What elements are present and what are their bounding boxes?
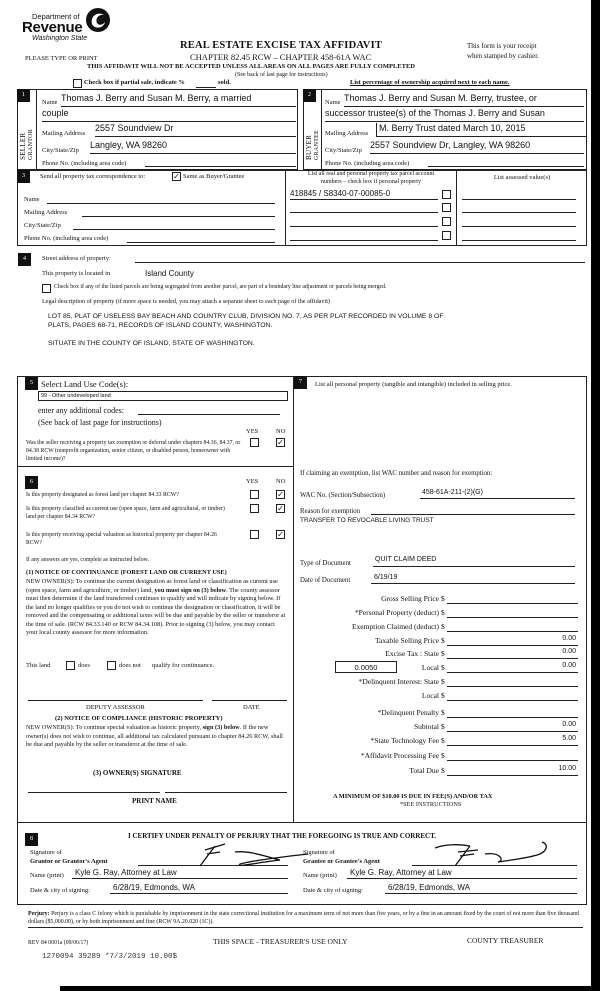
grantee-date-label: Date & city of signing: (303, 887, 363, 894)
see-instructions-note: *SEE INSTRUCTIONS (400, 801, 462, 808)
minimum-fee-note: A MINIMUM OF $10.00 IS DUE IN FEE(S) AND/OR TAX (333, 793, 493, 800)
assessed-value-field-1[interactable] (462, 189, 576, 200)
same-as-buyer-label: Same as Buyer/Grantee (183, 173, 245, 180)
seller-city-field[interactable] (90, 140, 296, 154)
parcel-personal-checkbox-2[interactable] (442, 203, 451, 212)
tax-label: Local (421, 691, 439, 700)
assessed-value-field-2[interactable] (462, 202, 576, 213)
tax-label: Excise Tax : State (385, 649, 439, 658)
parcel-number-field-3[interactable] (290, 216, 438, 227)
segregated-checkbox[interactable] (42, 284, 51, 293)
tax-label: Gross Selling Price (381, 594, 439, 603)
dollar-sign: $ (441, 608, 445, 617)
yes-header-5: YES (246, 428, 259, 435)
grantor-date-label: Date & city of signing: (30, 887, 90, 894)
land-use-select[interactable] (38, 391, 288, 401)
seller-exemption-question: Was the seller receiving a property tax exemption or deferral under chapters 84.36, 84.37, or 84.38 RCW (nonprofit organization, senior citizen, or disabled person, homeowner with limited income)? (26, 440, 241, 462)
tax-label: Subtotal (413, 722, 439, 731)
grantee-date-value: 6/28/19, Edmonds, WA (388, 883, 470, 892)
historical-no-checkbox[interactable]: ✓ (277, 530, 284, 539)
seller-side-label: SELLER (19, 132, 27, 160)
partial-sale-sold: sold. (218, 79, 231, 86)
parcel-number-field-4[interactable] (290, 230, 438, 241)
corr-city-label: City/State/Zip (24, 222, 61, 229)
assessed-value-field-4[interactable] (462, 230, 576, 241)
buyer-phone-field[interactable] (428, 158, 584, 167)
buyer-divider (321, 89, 322, 170)
ownership-note: List percentage of ownership acquired next to each name. (350, 79, 510, 86)
perjury-bold: Perjury: (28, 911, 50, 917)
dollar-sign: $ (441, 677, 445, 686)
print-name-label: PRINT NAME (132, 797, 177, 805)
tax-label: Local (421, 663, 439, 672)
historical-question: Is this property receiving special valuation as historical property per chapter 84.26 RCW? (26, 532, 217, 546)
corr-mailing-field[interactable] (82, 208, 275, 217)
this-land-label: This land (26, 662, 51, 669)
partial-sale-checkbox[interactable] (73, 79, 82, 88)
yes-header-6: YES (246, 478, 259, 485)
corr-name-label: Name (24, 196, 40, 203)
tax-label: Total Due (409, 766, 439, 775)
doc-type-field[interactable] (373, 556, 575, 567)
perjury-notice (28, 910, 583, 928)
form-title: REAL ESTATE EXCISE TAX AFFIDAVIT (180, 40, 383, 51)
buyer-side-label: BUYER (305, 134, 313, 160)
notice-compliance-title: (2) NOTICE OF COMPLIANCE (HISTORIC PROPERTY) (55, 715, 223, 722)
grantee-name-field[interactable] (347, 868, 577, 879)
corr-city-field[interactable] (73, 221, 275, 230)
tax-label: *State Technology Fee (370, 736, 439, 745)
legal-line-1: LOT 85, PLAT OF USELESS BAY BEACH AND COUNTRY CLUB, DIVISION NO. 7, AS PER PLAT RECORDED IN VOLUME 8 OF (48, 313, 444, 320)
tax-label: Exemption Claimed (deduct) (351, 622, 439, 631)
grantor-date-value: 6/28/19, Edmonds, WA (113, 883, 195, 892)
dollar-sign: $ (441, 766, 445, 775)
subtotal-field[interactable] (447, 722, 578, 732)
dollar-sign: $ (441, 722, 445, 731)
same-as-buyer-checkbox[interactable]: ✓ (173, 172, 180, 181)
does-qualify-checkbox[interactable] (66, 661, 75, 670)
delinquent-penalty-row (300, 708, 580, 720)
does-label: does (78, 662, 90, 669)
excise-tax-state-field[interactable] (447, 649, 578, 659)
corr-mailing-label: Mailing Address (24, 209, 68, 216)
buyer-mailing-label: Mailing Address (325, 130, 369, 137)
scan-edge-bottom (60, 986, 600, 991)
dollar-sign: $ (441, 736, 445, 745)
parcel-divider-right (456, 170, 457, 246)
dollar-sign: $ (441, 622, 445, 631)
deputy-assessor-signature-line[interactable] (28, 695, 203, 701)
notice1-bold: you must sign on (3) below (154, 586, 227, 594)
treasurer-stamp: 1270094 39289 *7/3/2019 10.00$ (42, 953, 178, 961)
seller-phone-field[interactable] (145, 158, 296, 167)
form-subtitle: CHAPTER 82.45 RCW – CHAPTER 458-61A WAC (190, 52, 372, 62)
partial-sale-percent-field[interactable] (196, 79, 216, 88)
badge-4: 4 (18, 253, 31, 266)
exemption-claimed-row (300, 622, 580, 634)
current-use-yes-checkbox[interactable] (250, 504, 259, 513)
legal-description-field[interactable] (48, 312, 443, 348)
doc-type-label: Type of Document (300, 560, 351, 567)
seller-mailing-field[interactable] (95, 123, 296, 137)
tax-value: 0.00 (562, 662, 576, 669)
legal-line-2: PLATS, PAGES 68-71, RECORDS OF ISLAND COUNTY, WASHINGTON. (48, 322, 273, 329)
dollar-sign: $ (441, 636, 445, 645)
correspondence-label: Send all property tax correspondence to: (40, 173, 146, 180)
notice1-pre: NEW OWNER(S): To continue the current designation as forest land or classification as current use (open space, farm and agriculture, or timber) land, (26, 578, 278, 594)
see-back-note: (See back of last page for instructions) (235, 72, 328, 78)
dollar-sign: $ (441, 594, 445, 603)
subtotal-row (300, 722, 580, 734)
perjury-text: Perjury is a class C felony which is punishable by imprisonment in the state correctional institution for a maximum term of not more than five years, or by a fine in an amount fixed by the court of not more than five thousand dollars ($5,000.00), or by both imprisonment and fine (RCW 9A.20.020 (1C)). (28, 911, 579, 925)
dollar-sign: $ (441, 691, 445, 700)
parcel-header-1: List all real and personal property tax parcel account (307, 171, 435, 177)
tax-value: 10.00 (558, 765, 576, 772)
grantor-side-label: GRANTOR (28, 129, 34, 160)
seller-city-value: Langley, WA 98260 (90, 140, 168, 150)
dollar-sign: $ (441, 751, 445, 760)
exemption-claim-label: If claiming an exemption, list WAC number and reason for exemption: (300, 470, 493, 477)
wac-field[interactable] (420, 489, 575, 499)
doc-date-field[interactable] (371, 574, 575, 584)
grantor-date-field[interactable] (110, 883, 288, 894)
legal-line-3: SITUATE IN THE COUNTY OF ISLAND, STATE OF WASHINGTON. (48, 340, 255, 347)
taxable-selling-price-field[interactable] (447, 636, 578, 646)
grantor-signature-label-2: Grantor or Grantor's Agent (30, 858, 108, 865)
seller-mailing-label: Mailing Address (42, 130, 86, 137)
delinquent-interest-local-row (300, 691, 580, 703)
notice2-bold: sign (3) below (202, 724, 240, 731)
delinquent-interest-state-field[interactable] (447, 677, 578, 687)
notice1-post: . The county assessor must then determine if the land transferred continues to qualify and will indicate by signing below. If the land no longer qualifies or you do not wish to continue the designation or classification, it will be removed and the compensating or additional taxes will be due and payable by the seller or transferor at the time of sale. (RCW 84.33.140 or RCW 84.34.108). Prior to signing (3) below, you may contact your local county assessor for more information. (26, 586, 286, 636)
badge-7: 7 (294, 376, 307, 389)
does-not-qualify-checkbox[interactable] (107, 661, 116, 670)
dollar-sign: $ (441, 649, 445, 658)
form-revision: REV 84 0001a (09/06/17) (28, 940, 89, 946)
grantor-signature-label-1: Signature of (30, 849, 62, 856)
please-type-note: PLEASE TYPE OR PRINT (25, 55, 98, 62)
additional-codes-label: enter any additional codes: (38, 406, 124, 415)
land-use-selected: 99 - Other undeveloped land (41, 393, 111, 399)
affidavit-processing-fee-row (300, 751, 580, 763)
parcel-header-2: numbers – check box if personal property (321, 179, 421, 185)
badge-1: 1 (17, 89, 30, 102)
doc-date-value: 6/19/19 (374, 574, 398, 581)
grantee-name-label: Name (print) (303, 872, 337, 879)
logo-line-1: Department of (32, 12, 80, 21)
street-address-label: Street address of property: (42, 255, 111, 262)
excise-tax-local-field[interactable] (447, 663, 578, 673)
partial-sale-label: Check box if partial sale, indicate % (84, 79, 185, 86)
parcel-number-field-1[interactable] (290, 189, 438, 200)
owner-signature-line-right[interactable] (165, 787, 287, 793)
current-use-no-checkbox[interactable]: ✓ (277, 504, 284, 513)
delinquent-interest-local-field[interactable] (447, 691, 578, 701)
forest-land-question: Is this property designated as forest land per chapter 84.33 RCW? (26, 492, 179, 498)
grantor-name-field[interactable] (72, 868, 288, 879)
does-not-label: does not (119, 662, 141, 669)
buyer-mailing-field[interactable] (376, 123, 586, 137)
excise-tax-state-row (300, 649, 580, 661)
grantor-name-value: Kyle G. Ray, Attorney at Law (75, 868, 177, 877)
owner-signature-line-left[interactable] (28, 787, 160, 793)
notice-compliance-text (26, 724, 288, 750)
section-6-divider (17, 466, 294, 467)
treasurer-use-label: THIS SPACE - TREASURER'S USE ONLY (213, 937, 348, 946)
historical-yes-checkbox[interactable] (250, 530, 259, 539)
assessed-value-field-3[interactable] (462, 216, 576, 227)
receipt-note-2: when stamped by cashier. (467, 52, 539, 60)
perjury-certification: I CERTIFY UNDER PENALTY OF PERJURY THAT THE FOREGOING IS TRUE AND CORRECT. (128, 832, 437, 840)
total-due-row (300, 766, 580, 778)
delinquent-penalty-field[interactable] (447, 708, 578, 718)
parcel-number-1: 418845 / S8340-07-00085-0 (290, 189, 391, 198)
grantee-signature-label-1: Signature of (303, 849, 335, 856)
reason-value[interactable]: TRANSFER TO REVOCABLE LIVING TRUST (300, 517, 434, 524)
reason-label: Reason for exemption (300, 508, 361, 515)
tax-value: 0.00 (562, 635, 576, 642)
tax-label: *Delinquent Interest: State (358, 677, 439, 686)
tax-label: *Personal Property (deduct) (354, 608, 439, 617)
tax-value: 0.00 (562, 648, 576, 655)
affidavit-processing-fee-field[interactable] (447, 751, 578, 761)
dor-logo (22, 6, 132, 50)
buyer-name-value-2: successor trustee(s) of the Thomas J. Berry and Susan (325, 108, 545, 118)
buyer-city-value: 2557 Soundview Dr, Langley, WA 98260 (370, 140, 531, 150)
dor-logo-icon (84, 6, 112, 34)
segregated-label: Check box if any of the listed parcels are being segregated from another parcel, are part of a boundary line adjustment or parcels being merged. (54, 284, 387, 290)
buyer-city-field[interactable] (370, 140, 584, 154)
reason-field-line[interactable] (371, 507, 575, 515)
seller-phone-label: Phone No. (including area code) (42, 160, 127, 167)
seller-name-field[interactable] (61, 93, 296, 107)
legal-description-label: Legal description of property (if more space is needed, you may attach a separate sheet to each page of the affidavit) (42, 298, 330, 305)
parcel-personal-checkbox-1[interactable] (442, 190, 451, 199)
buyer-name-value: Thomas J. Berry and Susan M. Berry, trustee, or (344, 93, 537, 103)
grantee-name-value: Kyle G. Ray, Attorney at Law (350, 868, 452, 877)
buyer-city-label: City/State/Zip (325, 147, 362, 154)
notice2-pre: NEW OWNER(S): To continue special valuation as historic property, (26, 724, 202, 731)
owner-signature-title: (3) OWNER(S) SIGNATURE (93, 769, 182, 777)
if-yes-note: If any answers are yes, complete as instructed below. (26, 557, 149, 563)
buyer-mailing-value: M. Berry Trust dated March 10, 2015 (379, 123, 526, 133)
seller-name-value: Thomas J. Berry and Susan M. Berry, a married (61, 93, 252, 103)
deputy-assessor-label: DEPUTY ASSESSOR (86, 704, 145, 711)
county-value[interactable]: Island County (145, 269, 194, 278)
grantor-signature-icon (180, 840, 310, 870)
receipt-note-1: This form is your receipt (467, 42, 537, 50)
seller-city-label: City/State/Zip (42, 147, 79, 154)
buyer-name-field[interactable] (344, 93, 584, 107)
delinquent-interest-state-row (300, 677, 580, 689)
assessor-date-line[interactable] (212, 695, 287, 701)
grantee-signature-icon (430, 840, 560, 870)
state-technology-fee-row (300, 736, 580, 748)
logo-line-2: Revenue (22, 19, 83, 36)
doc-date-label: Date of Document (300, 577, 351, 584)
corr-phone-field[interactable] (127, 234, 275, 243)
personal-property-deduct-row (300, 608, 580, 620)
tax-label: Taxable Selling Price (374, 636, 439, 645)
tax-value: 5.00 (562, 735, 576, 742)
completion-warning: THIS AFFIDAVIT WILL NOT BE ACCEPTED UNLESS ALL AREAS ON ALL PAGES ARE FULLY COMPLETED (87, 63, 415, 70)
local-rate-box[interactable]: 0.0050 (335, 661, 397, 673)
total-due-field[interactable] (447, 766, 578, 776)
grantee-side-label: GRANTEE (314, 129, 320, 160)
no-header-5: NO (276, 428, 286, 435)
scan-edge-right (591, 0, 600, 991)
qualify-label: qualify for continuance. (152, 662, 215, 669)
located-in-label: This property is located in (42, 270, 111, 277)
excise-tax-local-row (300, 663, 580, 675)
seller-name-field-2[interactable] (42, 108, 296, 122)
personal-property-label: List all personal property (tangible and intangible) included in selling price. (315, 381, 512, 388)
notice-continuance-text (26, 578, 288, 638)
buyer-phone-label: Phone No. (including area code) (325, 160, 410, 167)
corr-name-field[interactable] (47, 195, 275, 204)
grantee-signature-label-2: Grantee or Grantee's Agent (303, 858, 380, 865)
seller-exemption-yes-checkbox[interactable] (250, 438, 259, 447)
parcel-personal-checkbox-4[interactable] (442, 231, 451, 240)
parcel-header (287, 170, 455, 186)
dollar-sign: $ (441, 708, 445, 717)
badge-8: 8 (25, 833, 38, 846)
seller-name-value-2: couple (42, 108, 69, 118)
personal-property-deduct-field[interactable] (447, 608, 578, 618)
parcel-number-field-2[interactable] (290, 202, 438, 213)
badge-6: 6 (25, 476, 38, 489)
tax-label: *Delinquent Penalty (377, 708, 439, 717)
state-technology-fee-field[interactable] (447, 736, 578, 746)
wac-value: 458-61A-211-(2)(G) (422, 489, 483, 496)
seller-exemption-no-checkbox[interactable]: ✓ (277, 438, 284, 447)
assessed-header: List assessed value(s) (493, 174, 551, 181)
notice2-post: . If the new owner(s) does not wish to continue, all additional tax calculated pursuant to chapter 84.26 RCW, shall be due and payable by the seller or transferor at the time of sale. (26, 724, 283, 748)
gross-selling-price-field[interactable] (447, 594, 578, 604)
land-use-see-back: (See back of last page for instructions) (38, 418, 162, 427)
badge-3: 3 (17, 170, 30, 183)
wac-label: WAC No. (Section/Subsection) (300, 492, 386, 499)
personal-property-field[interactable] (300, 404, 580, 464)
taxable-selling-price-row (300, 636, 580, 648)
logo-line-3: Washington State (32, 35, 88, 42)
grantee-date-field[interactable] (385, 883, 577, 894)
forest-land-yes-checkbox[interactable] (250, 490, 259, 499)
exemption-claimed-field[interactable] (447, 622, 578, 632)
seller-mailing-value: 2557 Soundview Dr (95, 123, 174, 133)
notice-continuance-title: (1) NOTICE OF CONTINUANCE (FOREST LAND OR CURRENT USE) (26, 569, 227, 576)
parcel-personal-checkbox-3[interactable] (442, 217, 451, 226)
no-header-6: NO (276, 478, 286, 485)
county-treasurer-label: COUNTY TREASURER (467, 936, 544, 945)
seller-name-label: Name (42, 99, 58, 106)
assessor-date-label: DATE (243, 704, 260, 711)
forest-land-no-checkbox[interactable]: ✓ (277, 490, 284, 499)
parcel-divider-left (285, 170, 286, 246)
additional-codes-field[interactable] (138, 405, 280, 415)
buyer-name-field-2[interactable] (325, 108, 584, 122)
tax-label: *Affidavit Processing Fee (360, 751, 439, 760)
gross-selling-price-row (300, 594, 580, 606)
tax-value: 0.00 (562, 721, 576, 728)
current-use-question: Is this property classified as current use (open space, farm and agricultural, or timber) land per chapter 84.34 RCW? (26, 506, 225, 520)
buyer-name-label: Name (325, 99, 341, 106)
badge-2: 2 (303, 89, 316, 102)
dollar-sign: $ (441, 663, 445, 672)
street-address-field[interactable] (135, 254, 585, 263)
doc-type-value: QUIT CLAIM DEED (375, 556, 437, 563)
badge-5: 5 (25, 377, 38, 390)
grantor-name-label: Name (print) (30, 872, 64, 879)
corr-phone-label: Phone No. (including area code) (24, 235, 109, 242)
land-use-label: Select Land Use Code(s): (41, 379, 129, 389)
seller-divider (36, 89, 37, 170)
